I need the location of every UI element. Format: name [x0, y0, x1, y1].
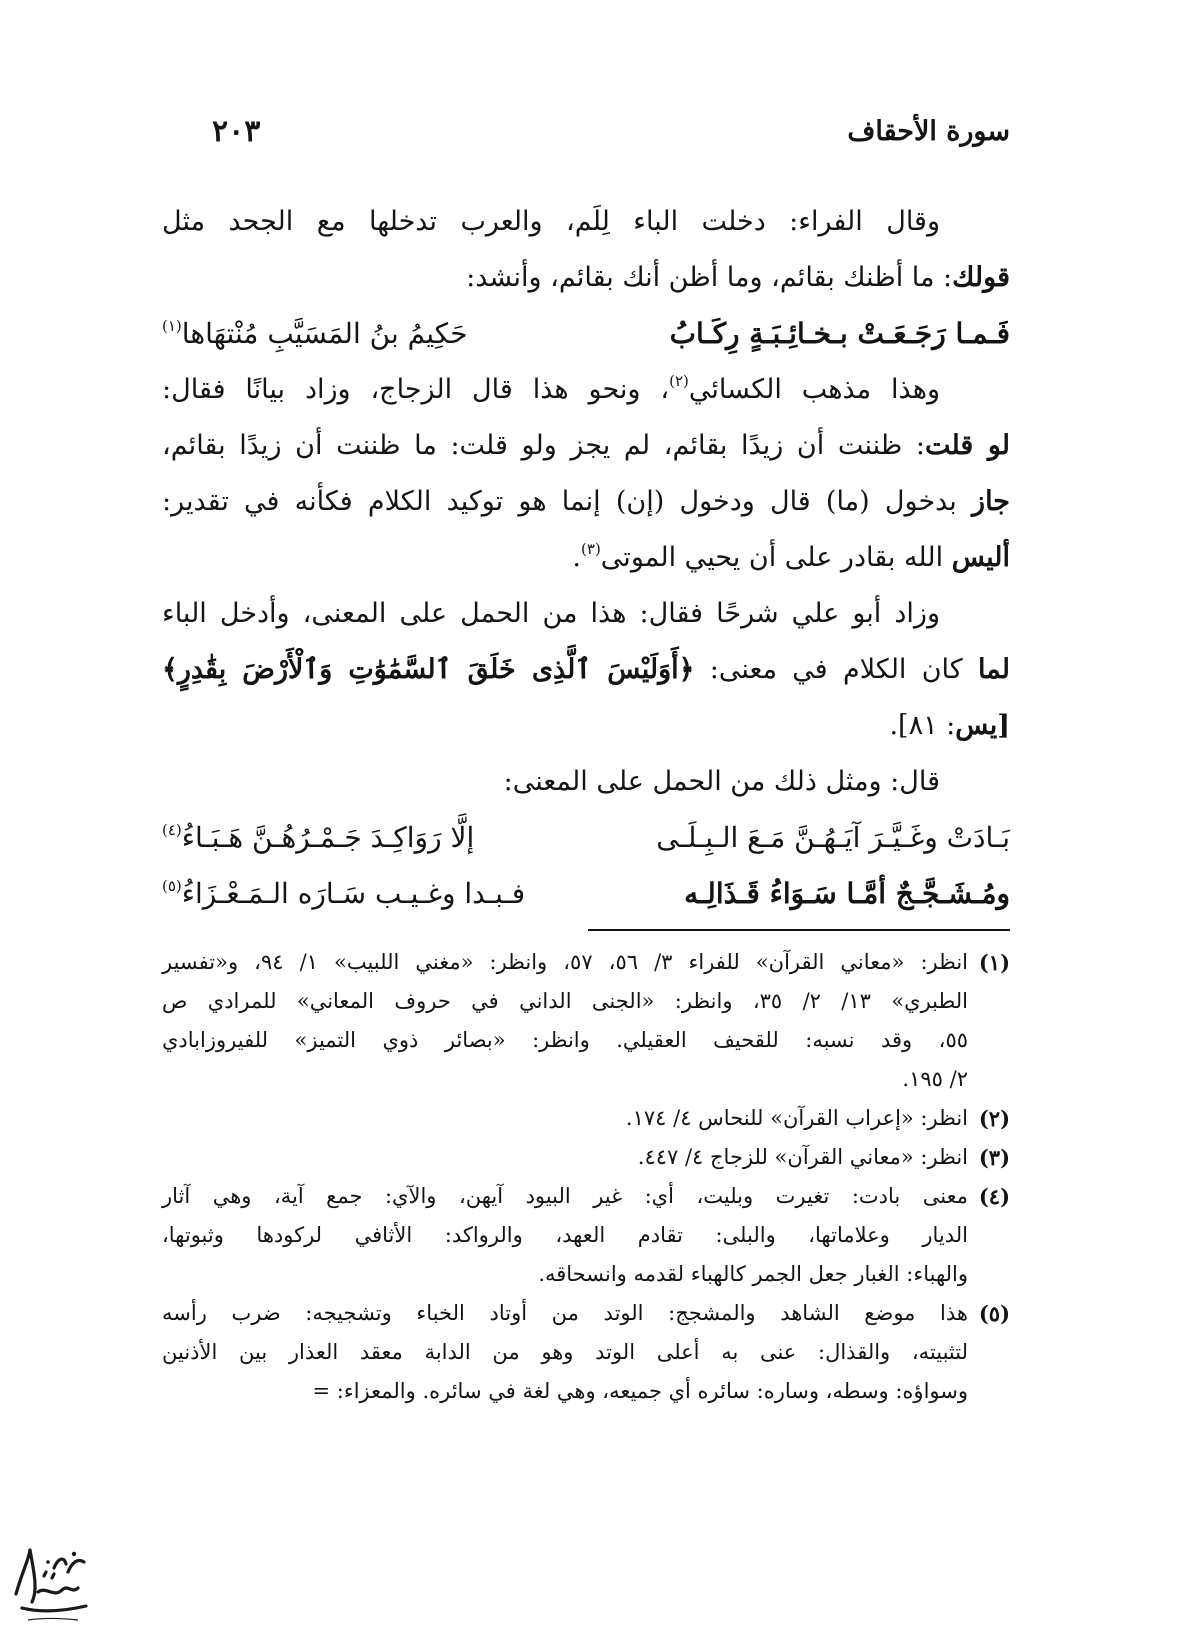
- verse-3-second-hemistich: [162, 866, 525, 926]
- footnote-line: معنى بادت: تغيرت وبليت، أي: غير البيود آيهن، والآي: جمع آية، وهي آثار: [162, 1184, 968, 1208]
- poetry-verse-1: [162, 306, 1010, 362]
- text-line-4: [162, 418, 1010, 474]
- footnote-ref-5: (٥): [162, 877, 182, 895]
- footnote-body: [162, 1138, 968, 1177]
- verse-2-second-text: إلَّا رَوَاكِـدَ جَـمْـرُهُـنَّ هَـبَـاءُ: [181, 821, 475, 854]
- text-line-6: [162, 530, 1010, 586]
- verse-2-second-hemistich: [162, 810, 474, 870]
- footnote-5: [162, 1294, 1010, 1411]
- footnote-2: [162, 1099, 1010, 1138]
- text-line-7: [162, 586, 1010, 642]
- line-lead-word: لما: [977, 654, 1010, 685]
- surah-title: سورة الأحقاف: [847, 115, 1010, 147]
- footnote-body: [162, 1177, 968, 1294]
- line-lead-word: قولك: [952, 262, 1010, 293]
- text-line-9: [162, 698, 1010, 754]
- text-line-10: [162, 754, 1010, 810]
- poetry-verse-2: [162, 810, 1010, 866]
- text-line-10-content: قال: ومثل ذلك من الحمل على المعنى:: [503, 766, 940, 797]
- text-line-5-content: بدخول (ما) قال ودخول (إن) إنما هو توكيد الكلام فكأنه في تقدير:: [162, 486, 973, 517]
- footnote-body: [162, 1294, 968, 1411]
- line-lead-word: جاز: [972, 486, 1010, 517]
- footnote-line: الطبري» ١٣/ ٢/ ٣٥، وانظر: «الجنى الداني في حروف المعاني» للمرادي ص: [162, 989, 968, 1013]
- verse-3-first-hemistich: ومُـشَـجَّـجٌ أمَّـا سَـوَاءُ قَـذَالِـه: [684, 877, 1010, 910]
- footnote-line: ٢/ ١٩٥.: [902, 1067, 968, 1091]
- publisher-logo: [8, 1532, 94, 1632]
- footnote-line: وسواؤه: وسطه، وساره: سائره أي جميعه، وهي لغة في سائره. والمعزاء: =: [312, 1379, 968, 1403]
- text-line-2: [162, 250, 1010, 306]
- footnote-divider: [588, 929, 1010, 931]
- footnote-1: [162, 943, 1010, 1099]
- footnote-line: انظر: «إعراب القرآن» للنحاس ٤/ ١٧٤.: [625, 1106, 968, 1130]
- footnote-line: انظر: «معاني القرآن» للفراء ٣/ ٥٦، ٥٧، وانظر: «مغني اللبيب» ١/ ٩٤، و«تفسير: [162, 950, 969, 974]
- footnote-number: (٥): [978, 1301, 1010, 1326]
- footnote-3: [162, 1138, 1010, 1177]
- verse-1-first-hemistich: فَـمـا رَجَـعَـتْ بـخـائِـبَـةٍ رِكَـابُ: [669, 317, 1010, 350]
- quran-reference: [يس: [955, 710, 1010, 741]
- footnote-ref-2: (٢): [669, 372, 689, 390]
- text-line-6-content: الله بقادر على أن يحيي الموتى: [600, 542, 952, 573]
- footnote-body: [162, 943, 968, 1099]
- text-line-4-content: : ظننت أن زيدًا بقائم، لم يجز ولو قلت: ما ظننت أن زيدًا بقائم،: [162, 430, 925, 461]
- line-lead-word: أليس: [951, 542, 1010, 573]
- text-line-8-content: كان الكلام في معنى:: [694, 654, 978, 685]
- footnote-line: والهباء: الغبار جعل الجمر كالهباء لقدمه وانسحاقه.: [538, 1262, 968, 1286]
- footnote-ref-4: (٤): [162, 821, 182, 839]
- text-line-7-content: وزاد أبو علي شرحًا فقال: هذا من الحمل على المعنى، وأدخل الباء: [162, 598, 940, 629]
- text-line-2-content: : ما أظنك بقائم، وما أظن أنك بقائم، وأنشد:: [466, 262, 953, 293]
- footnote-ref-3: (٣): [581, 540, 601, 558]
- quran-verse: ﴿أَوَلَيْسَ ٱلَّذِى خَلَقَ ٱلسَّمَٰوَٰتِ وَٱلْأَرْضَ بِقَٰدِرٍ﴾: [162, 654, 695, 685]
- footnote-line: ٥٥، وقد نسبه: للقحيف العقيلي. وانظر: «بصائر ذوي التميز» للفيروزابادي: [162, 1028, 968, 1052]
- text-line-5: [162, 474, 1010, 530]
- text-line-1-content: وقال الفراء: دخلت الباء لِلَم، والعرب تدخلها مع الجحد مثل: [162, 206, 940, 237]
- calligraphy-logo-icon: [8, 1532, 94, 1632]
- verse-1-second-text: حَكِيمُ بنُ المَسَيَّبِ مُنْتهَاها: [181, 317, 468, 350]
- footnote-number: (٣): [978, 1145, 1010, 1170]
- footnote-line: هذا موضع الشاهد والمشجج: الوتد من أوتاد الخباء وتشجيجه: ضرب رأسه: [162, 1301, 968, 1325]
- verse-2-first-hemistich: بَـادَتْ وغَـيَّـرَ آيَـهُـنَّ مَـعَ الـبِـلَـى: [656, 821, 1010, 854]
- footnote-line: انظر: «معاني القرآن» للزجاج ٤/ ٤٤٧.: [637, 1145, 968, 1169]
- text-line-1: [162, 194, 1010, 250]
- footnote-body: [162, 1099, 968, 1138]
- footnote-number: (٤): [978, 1184, 1010, 1209]
- text-line-9-content: : ٨١].: [889, 710, 956, 741]
- footnote-line: الديار وعلاماتها، والبلى: تقادم العهد، والرواكد: الأثافي لركودها وثبوتها،: [162, 1223, 968, 1247]
- verse-3-second-text: فـبـدا وغـيـب سَـارَه الـمَـعْـزَاءُ: [181, 877, 526, 910]
- text-line-6-end: .: [572, 542, 582, 573]
- text-line-3a: وهذا مذهب الكسائي: [688, 374, 940, 405]
- line-lead-word: لو قلت: [924, 430, 1010, 461]
- verse-1-second-hemistich: [162, 306, 468, 366]
- poetry-verse-3: [162, 866, 1010, 922]
- page-number: ٢٠٣: [212, 113, 261, 149]
- footnote-ref-1: (١): [162, 317, 182, 335]
- text-line-3: [162, 362, 1010, 418]
- footnote-number: (١): [978, 950, 1010, 975]
- footnotes: [162, 943, 1010, 1411]
- text-line-8: [162, 642, 1010, 698]
- text-line-3b: ، ونحو هذا قال الزجاج، وزاد بيانًا فقال:: [162, 374, 670, 405]
- footnote-number: (٢): [978, 1106, 1010, 1131]
- main-text: [162, 194, 1010, 922]
- footnote-4: [162, 1177, 1010, 1294]
- footnote-line: لتثبيته، والقذال: عنى به أعلى الوتد وهو من الدابة معقد العذار بين الأذنين: [162, 1340, 968, 1364]
- page-header: [212, 106, 1010, 156]
